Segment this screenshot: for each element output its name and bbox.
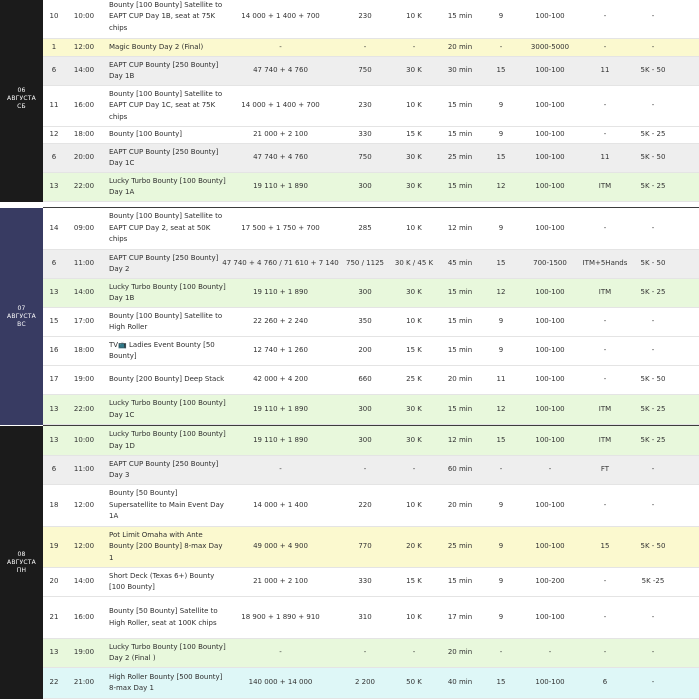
day-label-line: 06 <box>17 87 26 94</box>
table-row[interactable] <box>43 337 699 366</box>
late-reg-levels: 9 <box>498 577 504 586</box>
buy-in: 22 260 + 2 240 <box>253 317 308 326</box>
late-reg-levels: 15 <box>496 678 506 687</box>
stack-cost: 200 <box>358 346 372 355</box>
level-duration: 25 min <box>447 153 473 162</box>
knockout-info: - <box>651 465 655 474</box>
itm-info: ITM <box>598 404 612 413</box>
starting-blinds: 100-100 <box>535 130 565 139</box>
starting-chips: 10 K <box>406 500 422 509</box>
event-number: 11 <box>49 101 59 110</box>
buy-in: 21 000 + 2 100 <box>253 577 308 586</box>
event-number: 6 <box>51 259 57 268</box>
event-number: 17 <box>49 375 59 384</box>
table-row[interactable] <box>43 395 699 425</box>
buy-in: 18 900 + 1 890 + 910 <box>241 612 320 621</box>
starting-blinds: 700-1500 <box>533 259 567 268</box>
itm-info: ITM <box>598 288 612 297</box>
itm-info: - <box>603 223 607 232</box>
level-duration: 15 min <box>447 346 473 355</box>
late-reg-levels: - <box>499 648 503 657</box>
event-name: Bounty [200 Bounty] Deep Stack <box>109 375 225 384</box>
day-label-line: АВГУСТА <box>7 558 36 566</box>
event-name: Lucky Turbo Bounty [100 Bounty] Day 2 (Final ) <box>109 642 226 662</box>
starting-chips: 30 K <box>406 404 422 413</box>
event-number: 13 <box>49 404 59 413</box>
itm-info: ITM+5Hands <box>582 259 628 268</box>
level-duration: 20 min <box>447 500 473 509</box>
level-duration: 17 min <box>447 612 473 621</box>
table-row[interactable] <box>43 173 699 202</box>
buy-in: 14 000 + 1 400 + 700 <box>241 12 320 21</box>
event-rows <box>43 208 699 425</box>
itm-info: - <box>603 346 607 355</box>
buy-in: - <box>279 465 282 474</box>
table-row[interactable] <box>43 568 699 597</box>
level-duration: 15 min <box>447 317 473 326</box>
stack-cost: 770 <box>358 542 372 551</box>
day-label <box>0 0 43 202</box>
late-reg-levels: 9 <box>498 542 504 551</box>
event-rows <box>43 426 699 699</box>
starting-blinds: 100-100 <box>535 404 565 413</box>
day-label <box>0 426 43 699</box>
buy-in: 17 500 + 1 750 + 700 <box>241 223 320 232</box>
level-duration: 15 min <box>447 101 473 110</box>
table-row[interactable] <box>43 0 699 39</box>
event-name: EAPT CUP Bounty [250 Bounty] Day 1B <box>109 60 219 80</box>
itm-info: - <box>603 375 607 384</box>
event-name: High Roller Bounty [500 Bounty] 8-max Day 1 <box>109 672 223 692</box>
start-time: 11:00 <box>73 465 95 474</box>
stack-cost: 750 / 1125 <box>346 259 384 268</box>
late-reg-levels: 9 <box>498 612 504 621</box>
starting-chips: 30 K / 45 K <box>394 259 434 268</box>
event-name: Bounty [50 Bounty] Satellite to High Roller, seat at 100K chips <box>109 607 218 627</box>
starting-blinds: 3000-5000 <box>530 42 570 51</box>
start-time: 22:00 <box>73 404 95 413</box>
starting-blinds: 100-100 <box>535 500 565 509</box>
itm-info: FT <box>600 465 610 474</box>
day-divider <box>43 425 699 426</box>
late-reg-levels: 12 <box>496 288 506 297</box>
table-row[interactable] <box>43 426 699 456</box>
stack-cost: 310 <box>358 612 372 621</box>
level-duration: 30 min <box>447 66 473 75</box>
day-label-line: ВС <box>17 320 26 328</box>
stack-cost: 300 <box>358 182 372 191</box>
buy-in: 14 000 + 1 400 <box>253 500 308 509</box>
event-number: 19 <box>49 542 59 551</box>
knockout-info: - <box>651 101 655 110</box>
event-name: Pot Limit Omaha with Ante Bounty [200 Bounty] 8-max Day 1 <box>109 530 223 562</box>
knockout-info: 5K - 50 <box>640 153 666 162</box>
level-duration: 45 min <box>447 259 473 268</box>
event-number: 13 <box>49 288 59 297</box>
knockout-info: 5K - 25 <box>640 130 666 139</box>
buy-in: 140 000 + 14 000 <box>248 678 313 687</box>
start-time: 18:00 <box>73 130 95 139</box>
start-time: 12:00 <box>73 542 95 551</box>
event-number: 13 <box>49 182 59 191</box>
day-label-line: АВГУСТА <box>7 95 36 102</box>
knockout-info: 5K - 50 <box>640 259 666 268</box>
event-number: 10 <box>49 12 59 21</box>
starting-blinds: 100-100 <box>535 66 565 75</box>
starting-blinds: 100-100 <box>535 288 565 297</box>
level-duration: 12 min <box>447 223 473 232</box>
itm-info: - <box>603 500 607 509</box>
starting-blinds: 100-100 <box>535 317 565 326</box>
late-reg-levels: 9 <box>498 101 504 110</box>
event-number: 13 <box>49 435 59 444</box>
event-number: 1 <box>51 42 57 51</box>
starting-chips: - <box>412 42 416 51</box>
day-divider <box>43 207 699 208</box>
stack-cost: 2 200 <box>354 678 376 687</box>
itm-info: 11 <box>600 66 610 75</box>
event-number: 21 <box>49 612 59 621</box>
knockout-info: - <box>651 500 655 509</box>
level-duration: 20 min <box>447 375 473 384</box>
starting-blinds: 100-100 <box>535 182 565 191</box>
stack-cost: 660 <box>358 375 372 384</box>
starting-chips: 15 K <box>406 577 422 586</box>
start-time: 20:00 <box>73 153 95 162</box>
knockout-info: 5K - 25 <box>640 435 666 444</box>
starting-blinds: 100-200 <box>535 577 565 586</box>
late-reg-levels: 12 <box>496 182 506 191</box>
stack-cost: 750 <box>358 66 372 75</box>
table-row[interactable] <box>43 366 699 395</box>
level-duration: 12 min <box>447 435 473 444</box>
late-reg-levels: 15 <box>496 66 506 75</box>
starting-blinds: 100-100 <box>535 542 565 551</box>
knockout-info: 5K - 25 <box>640 182 666 191</box>
event-number: 22 <box>49 678 59 687</box>
buy-in: 19 110 + 1 890 <box>253 288 308 297</box>
table-row[interactable] <box>43 279 699 308</box>
knockout-info: - <box>651 42 655 51</box>
stack-cost: 230 <box>358 12 372 21</box>
starting-chips: 30 K <box>406 66 422 75</box>
start-time: 12:00 <box>73 500 95 509</box>
buy-in: 47 740 + 4 760 / 71 610 + 7 140 <box>222 259 339 268</box>
starting-blinds: 100-100 <box>535 153 565 162</box>
starting-blinds: - <box>548 648 552 657</box>
knockout-info: - <box>651 346 655 355</box>
table-row[interactable] <box>43 208 699 250</box>
stack-cost: 230 <box>358 101 372 110</box>
table-row[interactable] <box>43 86 699 127</box>
event-number: 6 <box>51 153 57 162</box>
itm-info: 15 <box>600 542 610 551</box>
late-reg-levels: 15 <box>496 259 506 268</box>
starting-chips: 10 K <box>406 223 422 232</box>
stack-cost: 350 <box>358 317 372 326</box>
event-name: Magic Bounty Day 2 (Final) <box>109 42 204 51</box>
event-name: EAPT CUP Bounty [250 Bounty] Day 2 <box>109 253 219 273</box>
table-row[interactable] <box>43 639 699 668</box>
knockout-info: - <box>651 612 655 621</box>
itm-info: - <box>603 42 607 51</box>
day-label-line: АВГУСТА <box>7 312 36 320</box>
buy-in: 49 000 + 4 900 <box>253 542 308 551</box>
itm-info: - <box>603 317 607 326</box>
starting-chips: 10 K <box>406 317 422 326</box>
stack-cost: - <box>363 648 367 657</box>
stack-cost: 750 <box>358 153 372 162</box>
knockout-info: 5K - 50 <box>640 66 666 75</box>
starting-chips: 30 K <box>406 153 422 162</box>
event-number: 6 <box>51 66 57 75</box>
starting-chips: - <box>412 648 416 657</box>
late-reg-levels: 9 <box>498 346 504 355</box>
starting-blinds: 100-100 <box>535 375 565 384</box>
starting-blinds: 100-100 <box>535 435 565 444</box>
table-row[interactable] <box>43 57 699 86</box>
event-rows <box>43 0 699 202</box>
day-block <box>0 426 699 699</box>
event-number: 16 <box>49 346 59 355</box>
late-reg-levels: 15 <box>496 435 506 444</box>
buy-in: 42 000 + 4 200 <box>253 375 308 384</box>
start-time: 19:00 <box>73 375 95 384</box>
start-time: 12:00 <box>73 42 95 51</box>
buy-in: 19 110 + 1 890 <box>253 182 308 191</box>
level-duration: 15 min <box>447 12 473 21</box>
late-reg-levels: - <box>499 465 503 474</box>
late-reg-levels: 9 <box>498 317 504 326</box>
late-reg-levels: 15 <box>496 153 506 162</box>
knockout-info: - <box>651 223 655 232</box>
late-reg-levels: 9 <box>498 223 504 232</box>
itm-info: ITM <box>598 182 612 191</box>
itm-info: - <box>603 612 607 621</box>
start-time: 22:00 <box>73 182 95 191</box>
starting-blinds: 100-100 <box>535 223 565 232</box>
event-number: 6 <box>51 465 57 474</box>
event-name: Short Deck (Texas 6+) Bounty [100 Bounty] <box>109 571 215 591</box>
level-duration: 15 min <box>447 130 473 139</box>
day-label-line: СБ <box>17 103 26 110</box>
starting-chips: 25 K <box>406 375 422 384</box>
table-row[interactable] <box>43 308 699 337</box>
starting-chips: 30 K <box>406 288 422 297</box>
start-time: 09:00 <box>73 223 95 232</box>
itm-info: - <box>603 648 607 657</box>
event-name: Bounty [100 Bounty] Satellite to EAPT CUP Day 1B, seat at 75K chips <box>109 0 223 32</box>
start-time: 14:00 <box>73 288 95 297</box>
event-number: 20 <box>49 577 59 586</box>
itm-info: ITM <box>598 435 612 444</box>
day-label-line: 08 <box>17 550 26 558</box>
late-reg-levels: - <box>499 42 503 51</box>
table-row[interactable] <box>43 456 699 485</box>
event-number: 13 <box>49 648 59 657</box>
start-time: 16:00 <box>73 101 95 110</box>
start-time: 10:00 <box>73 12 95 21</box>
event-name: Bounty [100 Bounty] <box>109 130 182 139</box>
knockout-info: 5K - 50 <box>640 542 666 551</box>
event-name: Bounty [100 Bounty] Satellite to EAPT CUP Day 1C, seat at 75K chips <box>109 89 223 121</box>
knockout-info: - <box>651 648 655 657</box>
buy-in: - <box>279 648 282 657</box>
stack-cost: - <box>363 42 367 51</box>
starting-chips: 30 K <box>406 182 422 191</box>
event-name: Lucky Turbo Bounty [100 Bounty] Day 1C <box>109 399 226 419</box>
starting-chips: 10 K <box>406 12 422 21</box>
itm-info: 11 <box>600 153 610 162</box>
event-name: Lucky Turbo Bounty [100 Bounty] Day 1D <box>109 430 226 450</box>
starting-chips: 15 K <box>406 130 422 139</box>
start-time: 14:00 <box>73 577 95 586</box>
buy-in: 12 740 + 1 260 <box>253 346 308 355</box>
level-duration: 15 min <box>447 577 473 586</box>
itm-info: - <box>603 577 607 586</box>
late-reg-levels: 11 <box>496 375 506 384</box>
event-number: 18 <box>49 500 59 509</box>
knockout-info: 5K -25 <box>641 577 665 586</box>
start-time: 16:00 <box>73 612 95 621</box>
knockout-info: 5K - 25 <box>640 288 666 297</box>
starting-blinds: 100-100 <box>535 346 565 355</box>
starting-chips: 10 K <box>406 612 422 621</box>
table-row[interactable] <box>43 668 699 699</box>
starting-chips: 30 K <box>406 435 422 444</box>
start-time: 19:00 <box>73 648 95 657</box>
start-time: 14:00 <box>73 66 95 75</box>
stack-cost: 300 <box>358 404 372 413</box>
event-name: Bounty [100 Bounty] Satellite to EAPT CUP Day 2, seat at 50K chips <box>109 212 223 244</box>
late-reg-levels: 9 <box>498 12 504 21</box>
buy-in: 19 110 + 1 890 <box>253 435 308 444</box>
table-row[interactable] <box>43 39 699 57</box>
late-reg-levels: 9 <box>498 500 504 509</box>
day-label-line: 07 <box>17 304 26 312</box>
day-label <box>0 208 43 425</box>
stack-cost: 220 <box>358 500 372 509</box>
starting-blinds: 100-100 <box>535 101 565 110</box>
start-time: 18:00 <box>73 346 95 355</box>
buy-in: - <box>279 42 282 51</box>
level-duration: 20 min <box>447 648 473 657</box>
starting-chips: 15 K <box>406 346 422 355</box>
level-duration: 40 min <box>447 678 473 687</box>
stack-cost: - <box>363 465 367 474</box>
stack-cost: 285 <box>358 223 372 232</box>
start-time: 10:00 <box>73 435 95 444</box>
start-time: 17:00 <box>73 317 95 326</box>
stack-cost: 330 <box>358 577 372 586</box>
event-number: 12 <box>49 130 59 139</box>
level-duration: 25 min <box>447 542 473 551</box>
table-row[interactable] <box>43 597 699 639</box>
table-row[interactable] <box>43 485 699 527</box>
event-number: 14 <box>49 223 59 232</box>
level-duration: 15 min <box>447 288 473 297</box>
knockout-info: - <box>651 12 655 21</box>
knockout-info: 5K - 25 <box>640 404 666 413</box>
event-name: Bounty [100 Bounty] Satellite to High Roller <box>109 311 223 331</box>
knockout-info: - <box>651 678 655 687</box>
itm-info: - <box>603 12 607 21</box>
starting-chips: 20 K <box>406 542 422 551</box>
table-row[interactable] <box>43 144 699 173</box>
table-row[interactable] <box>43 527 699 568</box>
buy-in: 47 740 + 4 760 <box>253 153 308 162</box>
buy-in: 19 110 + 1 890 <box>253 404 308 413</box>
level-duration: 60 min <box>447 465 473 474</box>
starting-chips: - <box>412 465 416 474</box>
starting-chips: 50 K <box>406 678 422 687</box>
day-label-line: ПН <box>16 566 27 574</box>
event-name: Lucky Turbo Bounty [100 Bounty] Day 1A <box>109 176 226 196</box>
event-number: 15 <box>49 317 59 326</box>
starting-blinds: - <box>548 465 552 474</box>
itm-info: - <box>603 130 607 139</box>
starting-blinds: 100-100 <box>535 12 565 21</box>
day-block <box>0 0 699 202</box>
buy-in: 14 000 + 1 400 + 700 <box>241 101 320 110</box>
start-time: 21:00 <box>73 678 95 687</box>
stack-cost: 300 <box>358 435 372 444</box>
level-duration: 15 min <box>447 182 473 191</box>
table-row[interactable] <box>43 127 699 144</box>
starting-chips: 10 K <box>406 101 422 110</box>
buy-in: 47 740 + 4 760 <box>253 66 308 75</box>
buy-in: 21 000 + 2 100 <box>253 130 308 139</box>
table-row[interactable] <box>43 250 699 279</box>
late-reg-levels: 9 <box>498 130 504 139</box>
late-reg-levels: 12 <box>496 404 506 413</box>
day-block <box>0 208 699 425</box>
start-time: 11:00 <box>73 259 95 268</box>
itm-info: 6 <box>602 678 608 687</box>
event-name: Lucky Turbo Bounty [100 Bounty] Day 1B <box>109 282 226 302</box>
event-name: TV📺 Ladies Event Bounty [50 Bounty] <box>109 340 215 360</box>
event-name: EAPT CUP Bounty [250 Bounty] Day 1C <box>109 147 219 167</box>
starting-blinds: 100-100 <box>535 678 565 687</box>
level-duration: 15 min <box>447 404 473 413</box>
itm-info: - <box>603 101 607 110</box>
starting-blinds: 100-100 <box>535 612 565 621</box>
stack-cost: 330 <box>358 130 372 139</box>
knockout-info: - <box>651 317 655 326</box>
stack-cost: 300 <box>358 288 372 297</box>
knockout-info: 5K - 50 <box>640 375 666 384</box>
event-name: Bounty [50 Bounty] Supersatellite to Main Event Day 1A <box>109 489 224 521</box>
event-name: EAPT CUP Bounty [250 Bounty] Day 3 <box>109 459 219 479</box>
level-duration: 20 min <box>447 42 473 51</box>
